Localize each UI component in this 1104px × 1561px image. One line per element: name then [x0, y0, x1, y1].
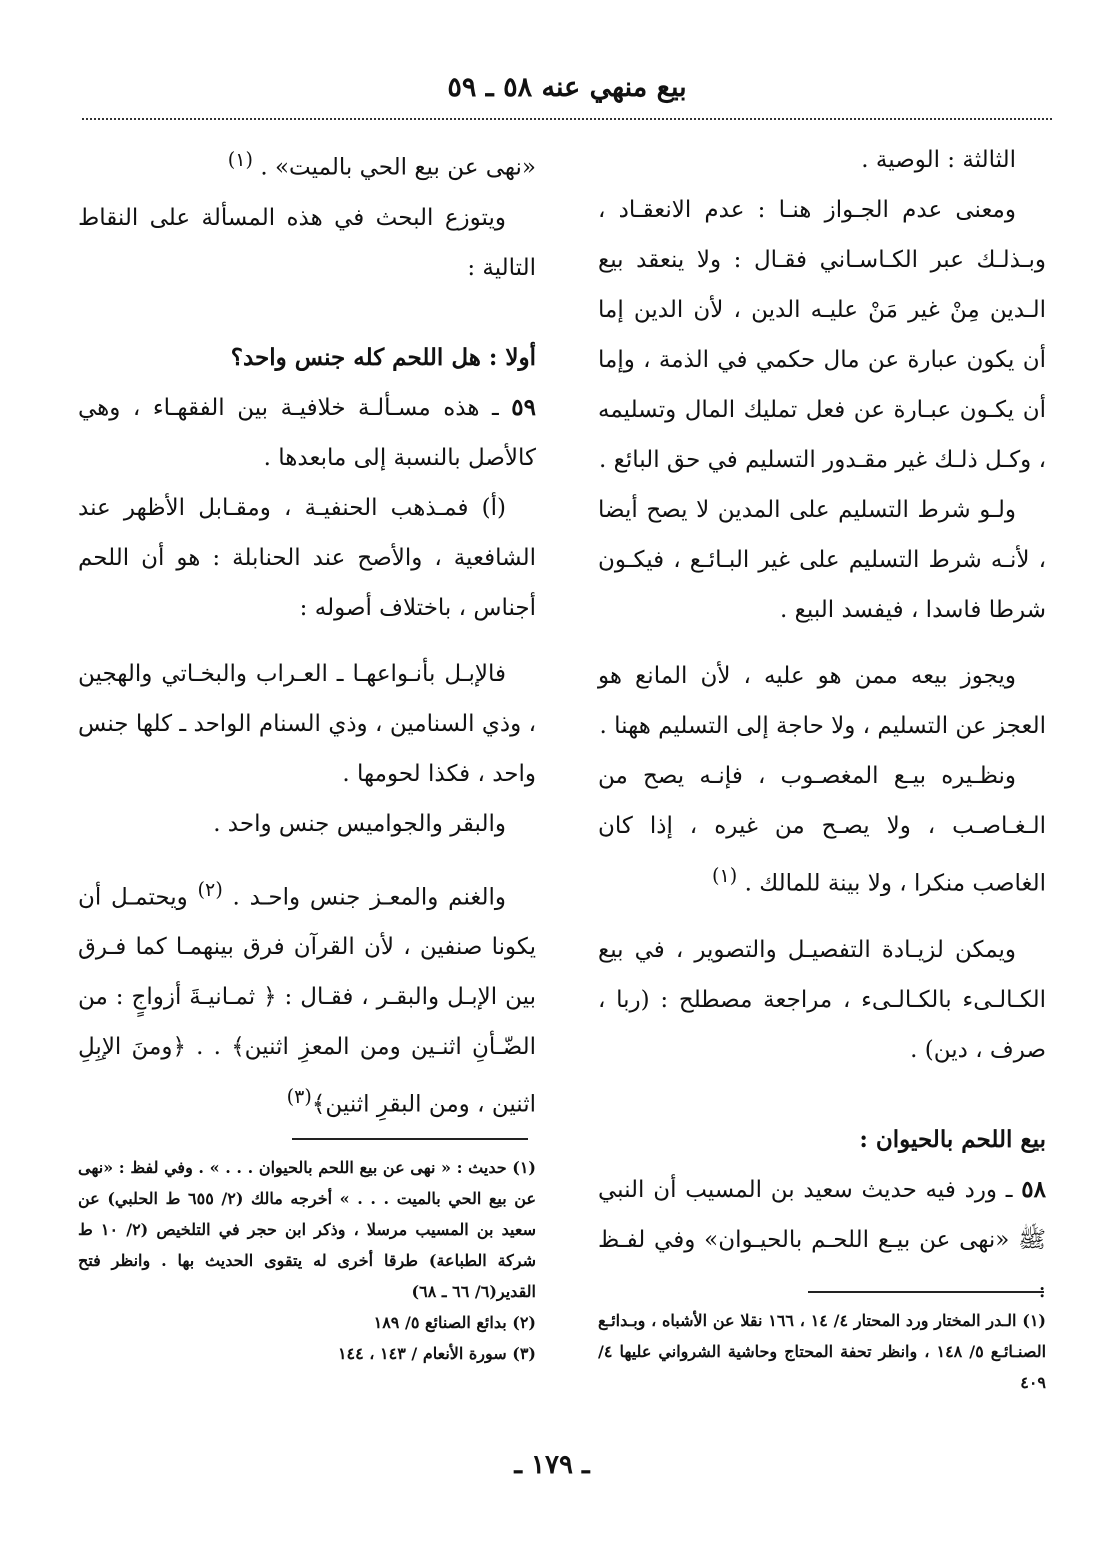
header-dotted-rule: [82, 118, 1052, 120]
footnotes-left: [78, 1152, 536, 1369]
paragraph: (أ) فمـذهب الحنفيـة ، ومقـابل الأظهر عند الشافعية ، والأصح عند الحنابلة : هو أن اللحم أجناس ، باختلاف أصوله :: [78, 494, 536, 621]
section-heading: بيع اللحم بالحيوان :: [859, 1125, 1046, 1153]
paragraph: [78, 135, 536, 193]
paragraph: والبقر والجواميس جنس واحد .: [213, 810, 506, 837]
left-column: [78, 135, 536, 1130]
footnote-rule: [808, 1291, 1044, 1293]
paragraph: ولـو شرط التسليم على المدين لا يصح أيضا ، لأنـه شرط التسليم على غير البـائـع ، فيكـون شرطا فاسدا ، فيفسد البيع .: [598, 497, 1046, 623]
paragraph-text: ـ هذه مسـألـة خلافيـة بين الفقهـاء ، وهي كالأصل بالنسبة إلى مابعدها .: [78, 394, 536, 471]
running-header: بيع منهي عنه ٥٨ ـ ٥٩: [447, 72, 687, 103]
footnote-ref: (٢): [197, 877, 223, 901]
footnote-ref: (١): [712, 864, 738, 887]
footnote-ref: (٣): [286, 1085, 312, 1109]
paragraph: ويمكن لزيـادة التفصيـل والتصوير ، في بيع الكـالـىء بالكـالـىء ، مراجعة مصطلح : (ربا ، صرف ، دين) .: [598, 936, 1046, 1063]
paragraph-number: ٥٩: [511, 393, 536, 421]
paragraph-text: ويحتمـل أن يكونا صنفين ، لأن القرآن فرق بينهمـا كما فـرق بين الإبـل والبقـر ، فقـال : ﴿ ثمـانيـةَ أزواجٍ : من الضّـأنِ اثنـين ومن المعزِ اثنين﴾ . . ﴿ومنَ الإبِلِ اثنين ، ومن البقرِ اثنين﴾: [78, 884, 536, 1118]
footnote-ref: (١): [227, 148, 254, 171]
paragraph-text: «نهى عن بيع الحي بالميت» .: [260, 154, 536, 181]
paragraph: [598, 751, 1046, 909]
paragraph-text: والغنم والمعـز جنس واحـد .: [232, 884, 507, 911]
paragraph-text: ونظـيره بيـع المغصـوب ، فإنـه يصح من الـغـاصـب ، ولا يصـح من غيره ، إذا كان الغاصب منكرا ، ولا بينة للمالك .: [598, 763, 1046, 897]
paragraph: [78, 383, 536, 483]
paragraph: ومعنى عدم الجـواز هنـا : عدم الانعقـاد ، وبـذلـك عبر الكـاسـاني فقـال : ولا ينعقد بيع الـدين مِنْ غير مَنْ عليـه الدين ، لأن الدين إما أن يكون عبارة عن مال حكمي في الذمة ، وإما أن يكـون عبـارة عن فعل تمليك المال وتسليمه ، وكـل ذلـك غير مقـدور التسليم في حق البائع .: [598, 197, 1046, 473]
footnote: (١) حديث : « نهى عن بيع اللحم بالحيوان . . . » . وفي لفظ : «نهى عن بيع الحي بالميت . . . » أخرجه مالك (٢/ ٦٥٥ ط الحلبي) عن سعيد بن المسيب مرسلا ، وذكر ابن حجر في التلخيص (٢/ ١٠ ط شركة الطباعة) طرقا أخرى له يتقوى الحديث بها . وانظر فتح القدير(٦/ ٦٦ ـ ٦٨): [78, 1158, 537, 1301]
right-column: [598, 135, 1046, 1315]
paragraph-number: ٥٨: [1021, 1175, 1047, 1203]
footnote: (١) الـدر المختار ورد المحتار ٤/ ١٤ ، ١٦٦ نقلا عن الأشباه ، وبـدائـع الصنـائـع ٥/ ١٤٨ ، وانظر تحفة المحتاج وحاشية الشرواني عليها ٤/ ٤٠٩: [598, 1311, 1047, 1392]
paragraph-text: ـ ورد فيه حديث سعيد بن المسيب أن النبي ﷺ «نهى عن بيـع اللحـم بالحيـوان» وفي لفـظ :: [598, 1176, 1046, 1303]
footnote-rule: [292, 1138, 528, 1140]
section-heading: أولا : هل اللحم كله جنس واحد؟: [230, 343, 536, 371]
page-number: ـ ١٧٩ ـ: [514, 1450, 590, 1480]
footnote: (٣) سورة الأنعام / ١٤٣ ، ١٤٤: [337, 1344, 536, 1363]
paragraph: [78, 865, 536, 1130]
paragraph: ويجوز بيعه ممن هو عليه ، لأن المانع هو العجز عن التسليم ، ولا حاجة إلى التسليم ههنا .: [598, 663, 1046, 739]
paragraph: فالإبـل بأنـواعهـا ـ العـراب والبخـاتي والهجين ، وذي السنامين ، وذي السنام الواحد ـ كلها جنس واحد ، فكذا لحومها .: [78, 660, 536, 787]
paragraph: ويتوزع البحث في هذه المسألة على النقاط التالية :: [78, 204, 536, 281]
footnotes-right: [598, 1305, 1046, 1398]
paragraph: الثالثة : الوصية .: [861, 147, 1016, 173]
footnote: (٢) بدائع الصنائع ٥/ ١٨٩: [373, 1313, 536, 1332]
